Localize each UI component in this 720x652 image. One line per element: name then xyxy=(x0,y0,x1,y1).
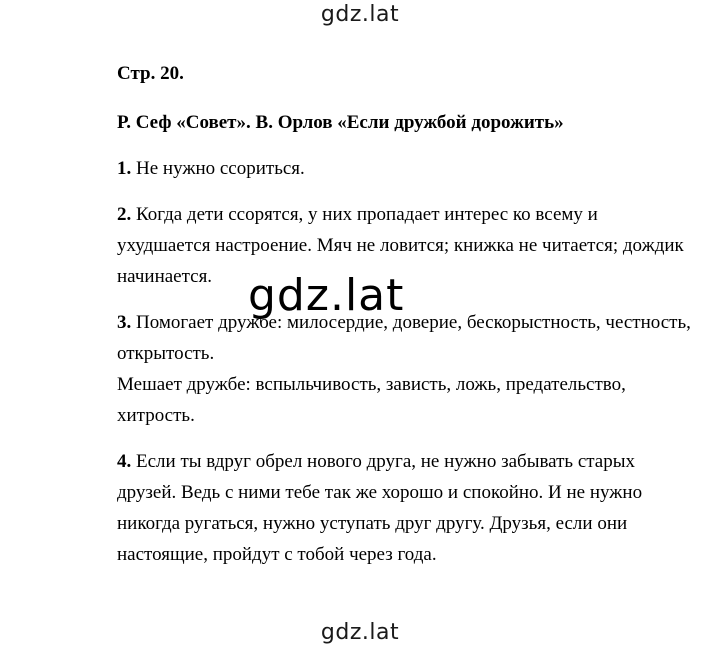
page-label: Стр. 20. xyxy=(117,63,184,84)
answer-4 xyxy=(117,446,707,570)
answer-text: Когда дети ссорятся, у них пропадает интерес ко всему и xyxy=(136,204,598,225)
answer-line xyxy=(117,153,707,184)
answer-line: Мешает дружбе: вспыльчивость, зависть, ложь, предательство, xyxy=(117,374,626,395)
answer-1 xyxy=(117,153,707,184)
watermark-top: gdz.lat xyxy=(320,2,400,27)
answer-line xyxy=(117,446,707,477)
answer-line: друзей. Ведь с ними тебе так же хорошо и спокойно. И не нужно xyxy=(117,482,643,503)
answer-number: 2. xyxy=(117,204,132,225)
answer-3 xyxy=(117,307,707,431)
document-body xyxy=(117,58,707,585)
answer-number: 1. xyxy=(117,158,132,179)
answer-line: никогда ругаться, нужно уступать друг другу. Друзья, если они xyxy=(117,513,628,534)
answer-number: 4. xyxy=(117,451,132,472)
watermark-middle: gdz.lat xyxy=(248,270,405,321)
answer-text: Помогает дружбе: милосердие, доверие, бескорыстность, честность, xyxy=(136,312,691,333)
section-heading: Р. Сеф «Совет». В. Орлов «Если дружбой дорожить» xyxy=(117,112,564,133)
answer-2 xyxy=(117,199,707,292)
answer-line xyxy=(117,307,707,338)
answer-line xyxy=(117,199,707,230)
answer-line: начинается. xyxy=(117,266,213,287)
answer-text: Если ты вдруг обрел нового друга, не нужно забывать старых xyxy=(136,451,636,472)
answer-line: хитрость. xyxy=(117,405,195,426)
answer-number: 3. xyxy=(117,312,132,333)
answer-line: открытость. xyxy=(117,343,215,364)
answer-text: Не нужно ссориться. xyxy=(136,158,305,179)
answer-line: ухудшается настроение. Мяч не ловится; книжка не читается; дождик xyxy=(117,235,684,256)
answer-line: настоящие, пройдут с тобой через года. xyxy=(117,544,437,565)
watermark-bottom: gdz.lat xyxy=(320,620,400,645)
